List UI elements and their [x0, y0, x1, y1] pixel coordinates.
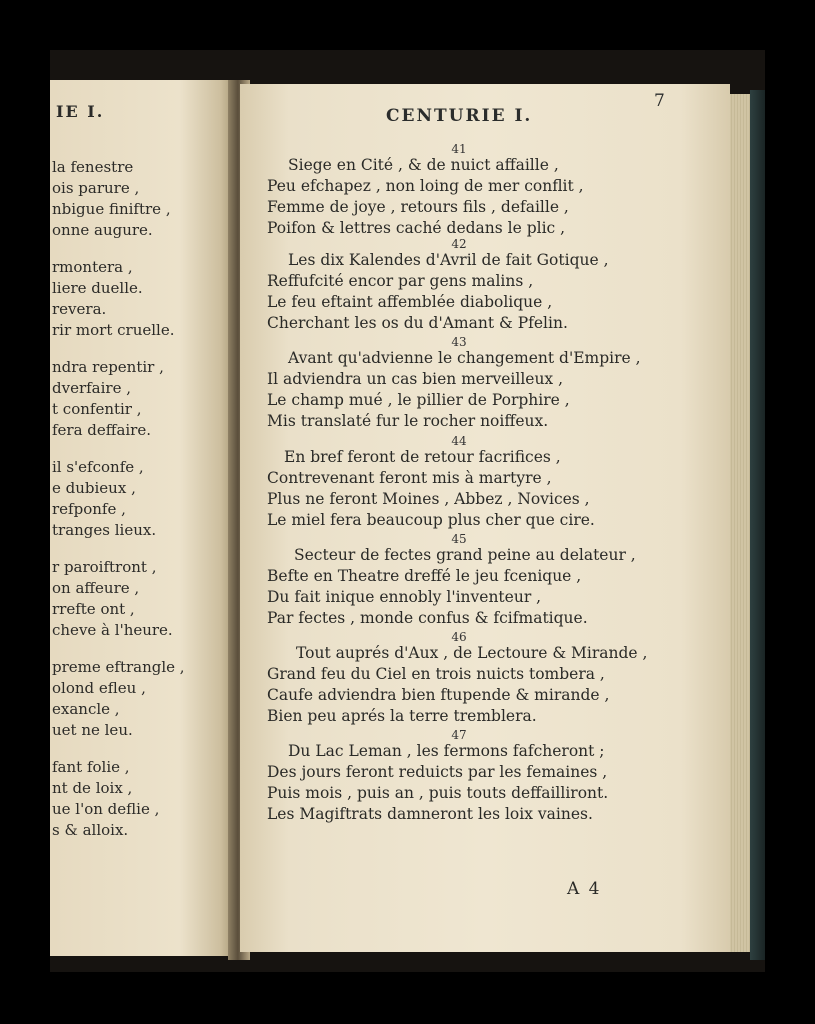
verse-line: Peu efchapez , non loing de mer conflit , [267, 177, 584, 195]
quatrain-number: 45 [451, 532, 467, 546]
verse-line: Siege en Cité , & de nuict affaille , [288, 156, 559, 174]
quatrain-number: 41 [451, 142, 467, 156]
verse-line: Avant qu'advienne le changement d'Empire , [288, 349, 641, 367]
verse-line: Les dix Kalendes d'Avril de fait Gotique , [288, 251, 609, 269]
quatrain-number: 47 [451, 728, 467, 742]
verse-line: Des jours feront reduicts par les femaines , [267, 763, 608, 781]
verse-line: Poifon & lettres caché dedans le plic , [267, 219, 566, 237]
verse-line: Du fait inique ennobly l'inventeur , [267, 588, 542, 606]
verse-line: Tout auprés d'Aux , de Lectoure & Mirande , [296, 644, 648, 662]
verse-line: Le miel fera beaucoup plus cher que cire. [267, 511, 595, 529]
left-line: tranges lieux. [52, 521, 157, 539]
left-line: dverfaire , [52, 379, 131, 397]
left-line: rrefte ont , [52, 600, 135, 618]
left-line: t confentir , [52, 400, 142, 418]
verse-line: Le champ mué , le pillier de Porphire , [267, 391, 570, 409]
verse-line: Le feu eftaint affemblée diabolique , [267, 293, 553, 311]
left-line: ue l'on deflie , [52, 800, 160, 818]
signature-mark: A 4 [567, 879, 602, 899]
left-line: fera deffaire. [52, 421, 152, 439]
quatrain-number: 44 [451, 434, 467, 448]
left-line: la fenestre [52, 158, 134, 176]
left-line: rmontera , [52, 258, 133, 276]
verse-line: Contrevenant feront mis à martyre , [267, 469, 552, 487]
verse-line: Il adviendra un cas bien merveilleux , [267, 370, 564, 388]
left-line: s & alloix. [52, 821, 129, 839]
book-cover-edge [750, 90, 765, 960]
quatrain-number: 42 [451, 237, 467, 251]
left-line: uet ne leu. [52, 721, 133, 739]
verse-line: Reffufcité encor par gens malins , [267, 272, 534, 290]
quatrain-number: 43 [451, 335, 467, 349]
verse-line: Befte en Theatre dreffé le jeu fcenique , [267, 567, 582, 585]
left-line: refponfe , [52, 500, 126, 518]
left-line: ndra repentir , [52, 358, 164, 376]
left-line: il s'efconfe , [52, 458, 144, 476]
verse-line: Bien peu aprés la terre tremblera. [267, 707, 537, 725]
left-line: fant folie , [52, 758, 130, 776]
verse-line: Les Magiftrats damneront les loix vaines. [267, 805, 593, 823]
left-line: onne augure. [52, 221, 153, 239]
running-head: CENTURIE I. [386, 106, 533, 126]
left-line: exancle , [52, 700, 120, 718]
left-line: on affeure , [52, 579, 140, 597]
left-line: r paroiftront , [52, 558, 157, 576]
left-line: olond efleu , [52, 679, 146, 697]
verse-line: Caufe adviendra bien ftupende & mirande , [267, 686, 610, 704]
page-number: 7 [654, 91, 665, 111]
verse-line: Plus ne feront Moines , Abbez , Novices , [267, 490, 590, 508]
verse-line: Femme de joye , retours fils , defaille , [267, 198, 569, 216]
quatrain-number: 46 [451, 630, 467, 644]
left-running-head: IE I. [56, 102, 105, 121]
left-line: cheve à l'heure. [52, 621, 173, 639]
right-page [240, 84, 730, 952]
left-line: revera. [52, 300, 107, 318]
left-line: rir mort cruelle. [52, 321, 175, 339]
verse-line: Grand feu du Ciel en trois nuicts tombera , [267, 665, 605, 683]
verse-line: Par fectes , monde confus & fcifmatique. [267, 609, 588, 627]
left-line: nbigue finiftre , [52, 200, 171, 218]
left-line: e dubieux , [52, 479, 136, 497]
left-line: preme eftrangle , [52, 658, 185, 676]
left-line: ois parure , [52, 179, 140, 197]
left-page [50, 80, 235, 956]
book-photo [50, 50, 765, 972]
verse-line: En bref feront de retour facrifices , [284, 448, 561, 466]
left-line: liere duelle. [52, 279, 143, 297]
verse-line: Cherchant les os du d'Amant & Pfelin. [267, 314, 568, 332]
verse-line: Mis translaté fur le rocher noiffeux. [267, 412, 549, 430]
verse-line: Puis mois , puis an , puis touts deffailliront. [267, 784, 609, 802]
left-line: nt de loix , [52, 779, 133, 797]
verse-line: Du Lac Leman , les fermons fafcheront ; [288, 742, 605, 760]
verse-line: Secteur de fectes grand peine au delateur , [294, 546, 636, 564]
